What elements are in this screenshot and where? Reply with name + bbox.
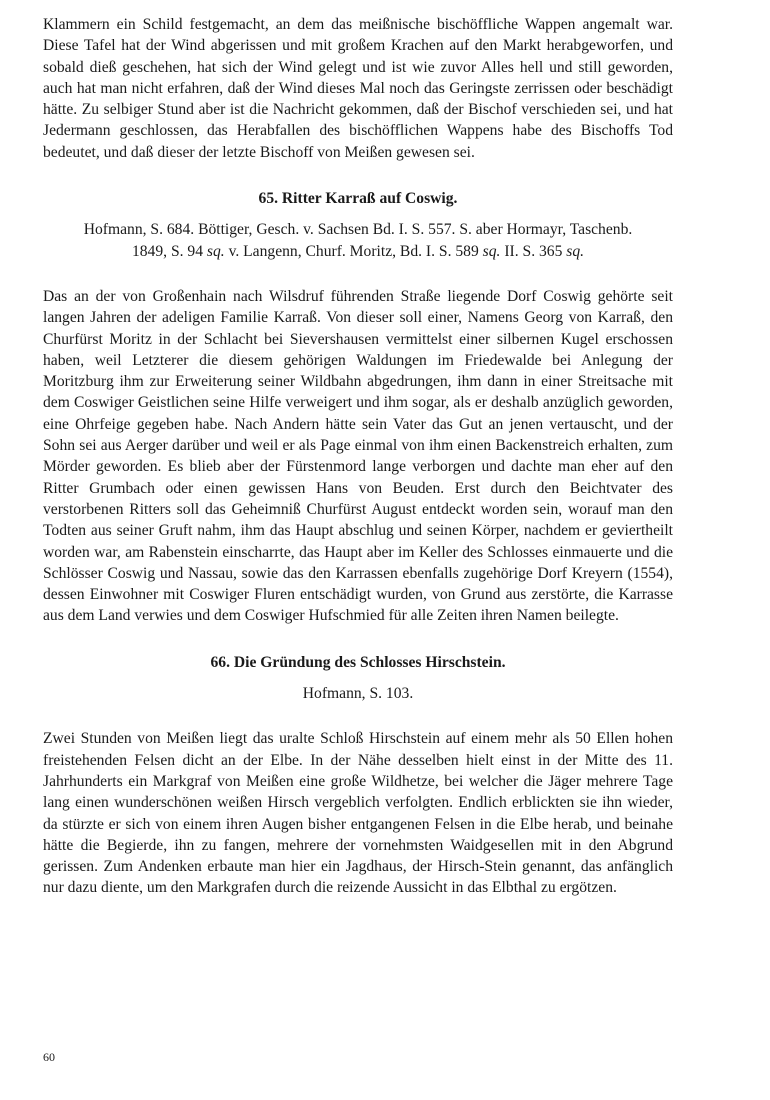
source-text: v. Langenn, Churf. Moritz, Bd. I. S. 589 [224, 242, 483, 260]
source-text: II. S. 365 [500, 242, 567, 260]
source-sq: sq. [206, 242, 225, 260]
section-66-paragraph: Zwei Stunden von Meißen liegt das uralte Schloß Hirschstein auf einem mehr als 50 Ellen hohen freistehenden Felsen dicht an der Elbe. In der Nähe desselben hielt einst in der Mitte des 11. Jahrhunderts ein Markgraf von Meißen eine große Wildhetze, bei welcher die Jäger mehrere Tage lang einen wunderschönen weißen Hirsch vergeblich verfolgten. Endlich erblickten sie ihn wieder, da stürzte er sich von einem ihren Augen bisher entgangenen Felsen in die Elbe herab, und beinahe hätte die Begierde, ihn zu fangen, mehrere der vornehmsten Waidgesellen mit in den Abgrund gerissen. Zum Andenken erbaute man hier ein Jagdhaus, der Hirsch-Stein genannt, das anfänglich nur dazu diente, um den Markgrafen durch die reizende Aussicht in das Elbthal zu ergötzen. [43, 730, 673, 897]
source-text: 1849, S. 94 [131, 242, 207, 260]
section-66-title: 66. Die Gründung des Schlosses Hirschstein. [210, 653, 506, 671]
section-65-source [43, 219, 673, 262]
page-number: 60 [43, 1050, 55, 1064]
section-65-source-line2 [43, 241, 673, 262]
document-page [43, 14, 673, 899]
section-65-source-line1: Hofmann, S. 684. Böttiger, Gesch. v. Sachsen Bd. I. S. 557. S. aber Hormayr, Taschenb. [83, 221, 633, 239]
section-66-source: Hofmann, S. 103. [302, 685, 414, 703]
section-65-paragraph: Das an der von Großenhain nach Wilsdruf führenden Straße liegende Dorf Coswig gehörte seit langen Jahren der adeligen Familie Karraß. Von dieser soll einer, Namens Georg von Karraß, den Churfürst Moritz in der Schlacht bei Sievershausen vermittelst einer silbernen Kugel erschossen haben, weil Letzterer die diesem gehörigen Waldungen im Friedewalde bei Anlegung der Moritzburg ihm zur Erweiterung seiner Wildbahn abgedrungen, ihm dann in einer Streitsache mit dem Coswiger Geistlichen seine Hilfe verweigert und ihm sogar, als er deshalb anzüglich geworden, eine Ohrfeige gegeben habe. Nach Andern hätte sein Vater das Gut an jenen vertauscht, und der Sohn sei aus Aerger darüber und weil er als Page einmal von ihm einen Backenstreich erhalten, zum Mörder geworden. Es blieb aber der Fürstenmord lange verborgen und dachte man eher auf den Ritter Grumbach oder einen gewissen Hans von Beuden. Erst durch den Beichtvater des verstorbenen Ritters soll das Geheimniß Churfürst August entdeckt worden sein, worauf man den Todten aus seiner Gruft nahm, ihm das Haupt abschlug und seinen Körper, nachdem er geviertheilt worden war, am Rabenstein einscharrte, das Haupt aber im Keller des Schlosses einmauerte und die Schlösser Coswig und Nassau, sowie das den Karrassen ebenfalls zugehörige Dorf Kreyern (1554), dessen Einwohner mit Coswiger Fluren entschädigt wurden, von Grund aus zerstörte, die Karrasse aus dem Land verwies und dem Coswiger Hufschmied für alle Zeiten ihren Namen beilegte. [43, 287, 673, 625]
source-sq: sq. [566, 242, 585, 260]
source-sq: sq. [482, 242, 501, 260]
section-65-title: 65. Ritter Karraß auf Coswig. [258, 190, 458, 208]
intro-paragraph: Klammern ein Schild festgemacht, an dem das meißnische bischöffliche Wappen angemalt war. Diese Tafel hat der Wind abgerissen und mit großem Krachen auf den Markt herabgeworfen, und sobald dieß geschehen, hat sich der Wind gelegt und ist wie zuvor Alles hell und still geworden, auch hat man nicht erfahren, daß der Wind dieses Mal noch das Geringste zerrissen oder beschädigt hätte. Zu selbiger Stund aber ist die Nachricht gekommen, daß der Bischof verschieden sei, und hat Jedermann geschlossen, das Herabfallen des bischöfflichen Wappens habe des Bischoffs Tod bedeutet, und daß dieser der letzte Bischoff von Meißen gewesen sei. [43, 16, 673, 161]
